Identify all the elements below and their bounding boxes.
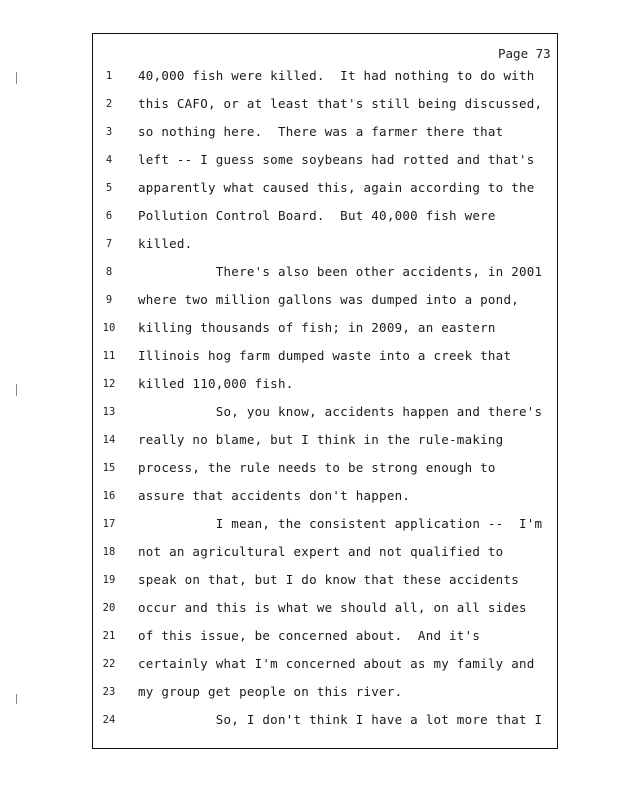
line-text: really no blame, but I think in the rule-making — [138, 432, 504, 447]
line-text: I mean, the consistent application -- I'm — [138, 516, 543, 531]
line-number: 12 — [102, 378, 116, 390]
line-text: my group get people on this river. — [138, 684, 403, 699]
line-number: 15 — [102, 462, 116, 474]
transcript-line — [0, 684, 560, 712]
line-number: 24 — [102, 714, 116, 726]
transcript-line — [0, 152, 560, 180]
line-number: 14 — [102, 434, 116, 446]
transcript-line — [0, 516, 560, 544]
transcript-line — [0, 656, 560, 684]
line-number: 5 — [105, 182, 113, 194]
transcript-line — [0, 264, 560, 292]
line-number: 1 — [105, 70, 113, 82]
transcript-line — [0, 180, 560, 208]
line-text: so nothing here. There was a farmer there that — [138, 124, 504, 139]
line-text: process, the rule needs to be strong enough to — [138, 460, 496, 475]
line-number: 2 — [105, 98, 113, 110]
line-number: 3 — [105, 126, 113, 138]
line-text: where two million gallons was dumped into a pond, — [138, 292, 520, 307]
line-number: 7 — [105, 238, 113, 250]
transcript-line — [0, 208, 560, 236]
line-text: Pollution Control Board. But 40,000 fish were — [138, 208, 496, 223]
line-number: 16 — [102, 490, 116, 502]
transcript-line — [0, 292, 560, 320]
transcript-line — [0, 488, 560, 516]
transcript-line — [0, 712, 560, 740]
transcript-line — [0, 572, 560, 600]
transcript-line — [0, 96, 560, 124]
transcript-line — [0, 124, 560, 152]
line-number: 17 — [102, 518, 116, 530]
line-number: 6 — [105, 210, 113, 222]
line-text: So, I don't think I have a lot more that I — [138, 712, 543, 727]
line-number: 19 — [102, 574, 116, 586]
line-text: killed. — [138, 236, 193, 251]
line-number: 20 — [102, 602, 116, 614]
line-number: 21 — [102, 630, 116, 642]
transcript-line — [0, 236, 560, 264]
transcript-line — [0, 460, 560, 488]
line-number: 13 — [102, 406, 116, 418]
line-number: 8 — [105, 266, 113, 278]
page-number: Page 73 — [498, 46, 551, 61]
transcript-line — [0, 432, 560, 460]
line-text: occur and this is what we should all, on all sides — [138, 600, 527, 615]
transcript-line — [0, 404, 560, 432]
line-text: not an agricultural expert and not qualified to — [138, 544, 504, 559]
line-number: 23 — [102, 686, 116, 698]
line-number: 22 — [102, 658, 116, 670]
line-number: 4 — [105, 154, 113, 166]
line-text: apparently what caused this, again according to the — [138, 180, 535, 195]
transcript-line — [0, 544, 560, 572]
line-text: There's also been other accidents, in 2001 — [138, 264, 543, 279]
line-text: 40,000 fish were killed. It had nothing to do with — [138, 68, 535, 83]
line-text: So, you know, accidents happen and there's — [138, 404, 543, 419]
line-number: 11 — [102, 350, 116, 362]
line-text: killing thousands of fish; in 2009, an eastern — [138, 320, 496, 335]
line-text: certainly what I'm concerned about as my family and — [138, 656, 535, 671]
line-text: of this issue, be concerned about. And it's — [138, 628, 481, 643]
transcript-line — [0, 376, 560, 404]
transcript-line — [0, 600, 560, 628]
transcript-line — [0, 320, 560, 348]
line-number: 9 — [105, 294, 113, 306]
line-text: Illinois hog farm dumped waste into a creek that — [138, 348, 512, 363]
line-text: speak on that, but I do know that these accidents — [138, 572, 520, 587]
transcript-line — [0, 68, 560, 96]
line-text: left -- I guess some soybeans had rotted and that's — [138, 152, 535, 167]
transcript-line — [0, 348, 560, 376]
line-number: 18 — [102, 546, 116, 558]
line-number: 10 — [102, 322, 116, 334]
line-text: this CAFO, or at least that's still being discussed, — [138, 96, 543, 111]
line-text: killed 110,000 fish. — [138, 376, 294, 391]
line-text: assure that accidents don't happen. — [138, 488, 411, 503]
transcript-line — [0, 628, 560, 656]
